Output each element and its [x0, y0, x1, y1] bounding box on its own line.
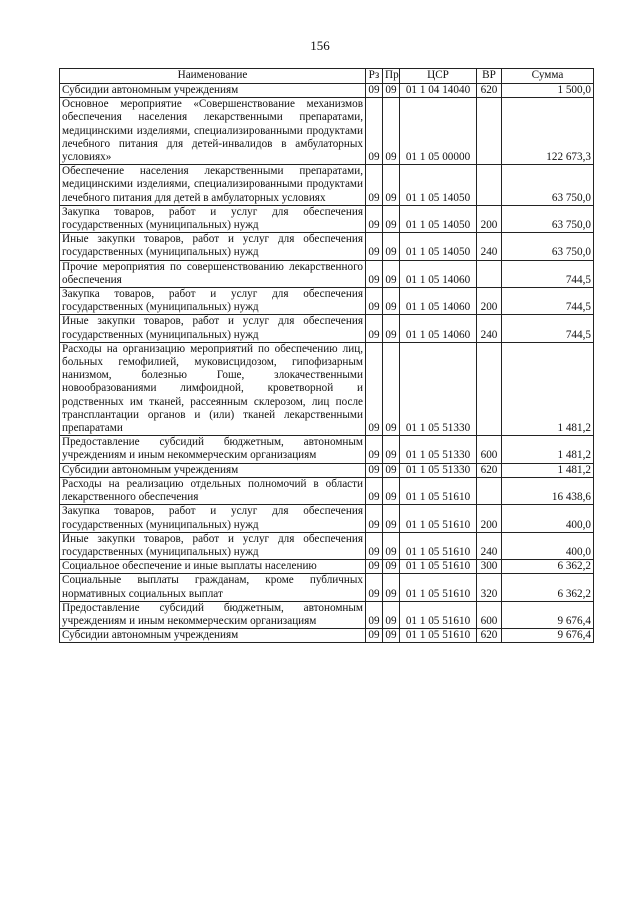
cell-vr — [477, 98, 502, 165]
header-sum: Сумма — [502, 69, 594, 84]
page-number: 156 — [310, 38, 330, 53]
cell-vr: 200 — [477, 505, 502, 532]
cell-csr: 01 1 05 51610 — [400, 477, 477, 504]
cell-pr: 09 — [383, 601, 400, 628]
cell-csr: 01 1 05 51330 — [400, 436, 477, 463]
cell-vr: 200 — [477, 288, 502, 315]
table-row — [60, 342, 594, 435]
cell-rz: 09 — [366, 288, 383, 315]
cell-rz: 09 — [366, 98, 383, 165]
cell-vr — [477, 260, 502, 287]
cell-vr — [477, 477, 502, 504]
cell-rz: 09 — [366, 315, 383, 342]
cell-pr: 09 — [383, 288, 400, 315]
cell-vr: 300 — [477, 560, 502, 574]
cell-csr: 01 1 05 51610 — [400, 629, 477, 643]
cell-sum: 6 362,2 — [502, 574, 594, 601]
cell-sum: 744,5 — [502, 288, 594, 315]
cell-pr: 09 — [383, 260, 400, 287]
table-row — [60, 233, 594, 260]
cell-csr: 01 1 04 14040 — [400, 84, 477, 98]
table-row — [60, 205, 594, 232]
cell-rz: 09 — [366, 165, 383, 206]
cell-vr: 200 — [477, 205, 502, 232]
cell-csr: 01 1 05 14060 — [400, 260, 477, 287]
cell-name: Расходы на реализацию отдельных полномочий в области лекарственного обеспечения — [60, 477, 366, 504]
cell-name: Обеспечение населения лекарственными препаратами, медицинскими изделиями, специализированными продуктами лечебного питания для детей в амбулаторных условиях — [60, 165, 366, 206]
cell-pr: 09 — [383, 98, 400, 165]
table-row — [60, 532, 594, 559]
cell-name: Социальные выплаты гражданам, кроме публичных нормативных социальных выплат — [60, 574, 366, 601]
cell-rz: 09 — [366, 233, 383, 260]
cell-vr: 600 — [477, 601, 502, 628]
cell-pr: 09 — [383, 560, 400, 574]
cell-rz: 09 — [366, 505, 383, 532]
cell-rz: 09 — [366, 601, 383, 628]
cell-vr: 620 — [477, 629, 502, 643]
cell-sum: 6 362,2 — [502, 560, 594, 574]
budget-table — [59, 68, 594, 643]
cell-name: Закупка товаров, работ и услуг для обеспечения государственных (муниципальных) нужд — [60, 505, 366, 532]
cell-csr: 01 1 05 51610 — [400, 532, 477, 559]
cell-name: Прочие мероприятия по совершенствованию лекарственного обеспечения — [60, 260, 366, 287]
cell-rz: 09 — [366, 342, 383, 435]
table-row — [60, 463, 594, 477]
cell-csr: 01 1 05 14050 — [400, 205, 477, 232]
cell-rz: 09 — [366, 84, 383, 98]
table-row — [60, 574, 594, 601]
cell-name: Основное мероприятие «Совершенствование механизмов обеспечения населения лекарственными препаратами, медицинскими изделиями, специализированными продуктами лечебного питания для детей-инвалидов в амбулаторных условиях» — [60, 98, 366, 165]
cell-vr: 620 — [477, 84, 502, 98]
cell-pr: 09 — [383, 463, 400, 477]
table-row — [60, 315, 594, 342]
cell-sum: 1 500,0 — [502, 84, 594, 98]
cell-name: Закупка товаров, работ и услуг для обеспечения государственных (муниципальных) нужд — [60, 288, 366, 315]
cell-sum: 400,0 — [502, 532, 594, 559]
cell-sum: 122 673,3 — [502, 98, 594, 165]
table-row — [60, 84, 594, 98]
cell-sum: 744,5 — [502, 315, 594, 342]
cell-pr: 09 — [383, 342, 400, 435]
cell-pr: 09 — [383, 532, 400, 559]
table-row — [60, 601, 594, 628]
cell-pr: 09 — [383, 574, 400, 601]
cell-csr: 01 1 05 51610 — [400, 560, 477, 574]
cell-rz: 09 — [366, 436, 383, 463]
cell-pr: 09 — [383, 629, 400, 643]
cell-sum: 1 481,2 — [502, 436, 594, 463]
cell-sum: 63 750,0 — [502, 205, 594, 232]
cell-rz: 09 — [366, 560, 383, 574]
cell-pr: 09 — [383, 315, 400, 342]
cell-csr: 01 1 05 14050 — [400, 233, 477, 260]
cell-rz: 09 — [366, 205, 383, 232]
cell-rz: 09 — [366, 477, 383, 504]
table-row — [60, 477, 594, 504]
cell-rz: 09 — [366, 629, 383, 643]
cell-vr: 320 — [477, 574, 502, 601]
cell-name: Иные закупки товаров, работ и услуг для обеспечения государственных (муниципальных) нужд — [60, 233, 366, 260]
cell-name: Субсидии автономным учреждениям — [60, 463, 366, 477]
cell-csr: 01 1 05 14060 — [400, 288, 477, 315]
cell-csr: 01 1 05 14050 — [400, 165, 477, 206]
cell-pr: 09 — [383, 436, 400, 463]
cell-pr: 09 — [383, 165, 400, 206]
cell-csr: 01 1 05 51330 — [400, 342, 477, 435]
cell-name: Расходы на организацию мероприятий по обеспечению лиц, больных гемофилией, муковисцидозом, гипофизарным нанизмом, болезнью Гоше, злокачественными новообразованиями лимфоидной, кроветворной и родственных им тканей, рассеянным склерозом, лиц после трансплантации органов и (или) тканей лекарственными препаратами — [60, 342, 366, 435]
table-header-row — [60, 69, 594, 84]
cell-pr: 09 — [383, 233, 400, 260]
cell-pr: 09 — [383, 205, 400, 232]
cell-csr: 01 1 05 14060 — [400, 315, 477, 342]
cell-sum: 744,5 — [502, 260, 594, 287]
cell-pr: 09 — [383, 84, 400, 98]
cell-name: Предоставление субсидий бюджетным, автономным учреждениям и иным некоммерческим организациям — [60, 601, 366, 628]
header-vr: ВР — [477, 69, 502, 84]
table-row — [60, 98, 594, 165]
cell-sum: 63 750,0 — [502, 233, 594, 260]
cell-sum: 16 438,6 — [502, 477, 594, 504]
header-rz: Рз — [366, 69, 383, 84]
cell-vr: 240 — [477, 233, 502, 260]
table-row — [60, 505, 594, 532]
cell-name: Иные закупки товаров, работ и услуг для обеспечения государственных (муниципальных) нужд — [60, 315, 366, 342]
cell-vr — [477, 342, 502, 435]
cell-csr: 01 1 05 00000 — [400, 98, 477, 165]
header-pr: Пр — [383, 69, 400, 84]
cell-rz: 09 — [366, 532, 383, 559]
table-row — [60, 165, 594, 206]
header-csr: ЦСР — [400, 69, 477, 84]
cell-vr — [477, 165, 502, 206]
cell-sum: 9 676,4 — [502, 629, 594, 643]
table-row — [60, 436, 594, 463]
cell-pr: 09 — [383, 477, 400, 504]
cell-sum: 400,0 — [502, 505, 594, 532]
cell-vr: 600 — [477, 436, 502, 463]
header-name: Наименование — [60, 69, 366, 84]
table-body — [60, 84, 594, 643]
cell-sum: 9 676,4 — [502, 601, 594, 628]
cell-vr: 620 — [477, 463, 502, 477]
table-row — [60, 288, 594, 315]
cell-csr: 01 1 05 51610 — [400, 574, 477, 601]
cell-sum: 1 481,2 — [502, 342, 594, 435]
cell-name: Закупка товаров, работ и услуг для обеспечения государственных (муниципальных) нужд — [60, 205, 366, 232]
cell-name: Предоставление субсидий бюджетным, автономным учреждениям и иным некоммерческим организациям — [60, 436, 366, 463]
cell-csr: 01 1 05 51330 — [400, 463, 477, 477]
cell-rz: 09 — [366, 463, 383, 477]
cell-name: Субсидии автономным учреждениям — [60, 629, 366, 643]
cell-sum: 1 481,2 — [502, 463, 594, 477]
cell-pr: 09 — [383, 505, 400, 532]
cell-csr: 01 1 05 51610 — [400, 505, 477, 532]
table-row — [60, 560, 594, 574]
cell-csr: 01 1 05 51610 — [400, 601, 477, 628]
cell-rz: 09 — [366, 574, 383, 601]
cell-vr: 240 — [477, 532, 502, 559]
cell-name: Иные закупки товаров, работ и услуг для обеспечения государственных (муниципальных) нужд — [60, 532, 366, 559]
table-row — [60, 629, 594, 643]
cell-rz: 09 — [366, 260, 383, 287]
cell-name: Социальное обеспечение и иные выплаты населению — [60, 560, 366, 574]
cell-name: Субсидии автономным учреждениям — [60, 84, 366, 98]
cell-sum: 63 750,0 — [502, 165, 594, 206]
cell-vr: 240 — [477, 315, 502, 342]
table-row — [60, 260, 594, 287]
